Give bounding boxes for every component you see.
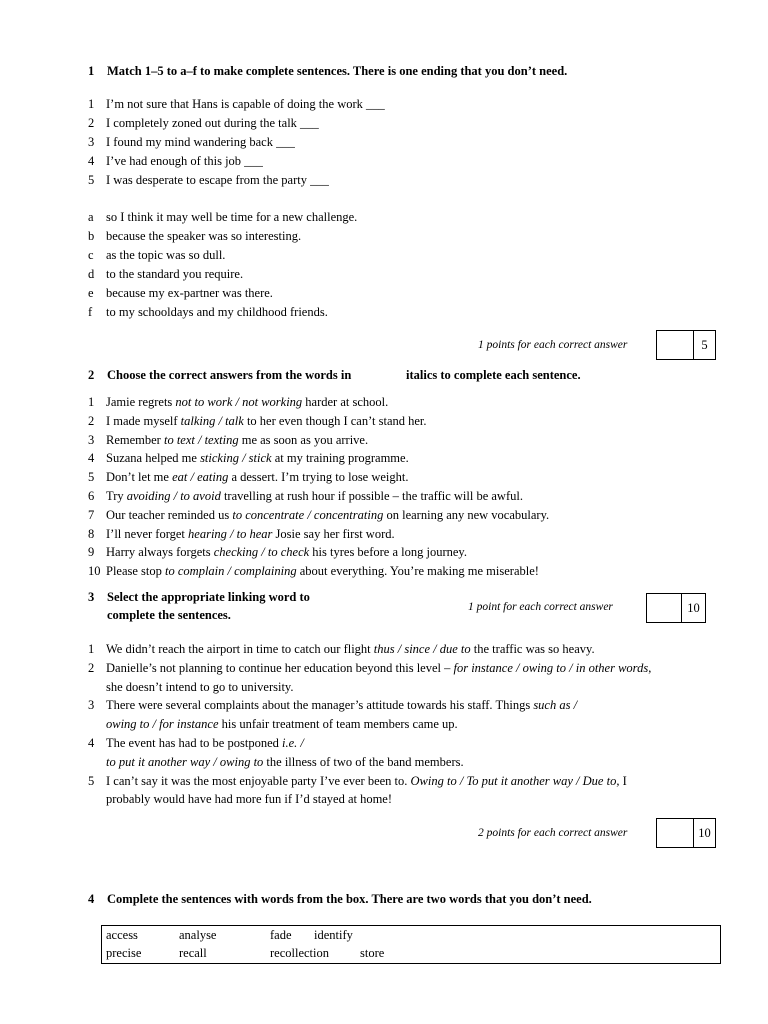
ex1-ending <box>88 267 688 286</box>
ex2-score-box <box>646 593 706 623</box>
ex2-item-pre: Our teacher reminded us <box>106 507 233 522</box>
ex1-ending <box>88 305 688 324</box>
ex4-number: 4 <box>88 892 95 906</box>
ex2-item-options[interactable]: talking / talk <box>180 413 244 428</box>
ex2-item-number: 5 <box>88 470 95 485</box>
ex3-item-options[interactable]: such as / <box>533 698 578 713</box>
ex1-ending-number: c <box>88 248 94 262</box>
ex2-item-pre: Suzana helped me <box>106 451 201 466</box>
ex2-item-text <box>106 489 523 504</box>
ex1-item-number: 2 <box>88 116 95 130</box>
ex2-item-pre: Don’t let me <box>106 470 173 485</box>
ex1-ending <box>88 210 688 229</box>
ex3-item-line <box>88 717 728 736</box>
ex1-item-list <box>88 97 688 197</box>
ex2-instruction-part2: italics to complete each sentence. <box>406 368 581 382</box>
word-precise: precise <box>106 946 142 960</box>
ex2-item-text <box>106 527 395 542</box>
ex3-score-note: 2 points for each correct answer <box>478 827 628 839</box>
ex2-item-text <box>106 470 409 485</box>
ex3-item-text <box>106 792 392 807</box>
ex2-item-post: a dessert. I’m trying to lose weight. <box>228 470 409 485</box>
ex2-item-text <box>106 414 427 429</box>
ex2-item-number: 2 <box>88 413 95 428</box>
ex1-heading <box>88 64 708 82</box>
word-fade: fade <box>270 928 292 942</box>
ex1-item <box>88 135 688 154</box>
ex2-item-post: to her even though I can’t stand her. <box>243 413 427 428</box>
ex3-item-text <box>106 680 293 695</box>
ex1-item <box>88 97 688 116</box>
word-access: access <box>106 928 138 942</box>
ex4-word-box <box>101 925 721 964</box>
ex3-heading <box>88 590 408 626</box>
ex1-ending-number: f <box>88 305 93 319</box>
ex2-item <box>88 545 708 564</box>
ex2-item-post: harder at school. <box>302 395 389 409</box>
ex2-item-number: 4 <box>88 451 95 466</box>
ex1-item-text: I completely zoned out during the talk ___ <box>106 116 319 130</box>
ex2-item <box>88 470 708 489</box>
ex3-item-pre: I can’t say it was the most enjoyable party I’ve ever been to. <box>106 773 411 788</box>
ex3-item-post: the traffic was so heavy. <box>470 642 595 656</box>
ex2-item <box>88 433 708 452</box>
ex3-score-box <box>656 818 716 848</box>
ex4-instruction: Complete the sentences with words from the box. There are two words that you don’t need. <box>107 892 592 906</box>
ex2-item-pre: Please stop <box>106 564 166 579</box>
ex1-item-text: I’m not sure that Hans is capable of doing the work ___ <box>106 97 385 111</box>
ex1-ending-text: as the topic was so dull. <box>106 248 226 262</box>
ex2-item <box>88 564 708 583</box>
ex2-item-options[interactable]: not to work / not working <box>175 395 303 409</box>
ex2-item-number: 3 <box>88 432 95 447</box>
ex2-item-options[interactable]: eat / eating <box>172 470 229 485</box>
ex3-item-line <box>88 698 728 717</box>
ex2-item-text <box>106 545 467 560</box>
ex1-ending-text: to the standard you require. <box>106 267 244 281</box>
ex3-item-number: 2 <box>88 660 95 675</box>
ex2-item-text <box>106 508 549 523</box>
ex2-item <box>88 508 708 527</box>
ex3-item-line <box>88 774 728 793</box>
ex1-item <box>88 154 688 173</box>
word-identify: identify <box>314 928 353 942</box>
ex2-item-pre: I made myself <box>106 413 181 428</box>
ex1-ending-number: e <box>88 286 94 300</box>
ex3-item-text <box>106 661 651 676</box>
ex3-item-post: I <box>619 773 627 788</box>
ex3-item-line <box>88 792 728 811</box>
ex2-instruction-part1: Choose the correct answers from the words in <box>107 368 352 382</box>
word-recollection: recollection <box>270 946 329 960</box>
ex3-item-pre: The event has had to be postponed <box>106 736 282 750</box>
ex2-item-post: me as soon as you arrive. <box>238 432 369 447</box>
ex1-score-total: 5 <box>701 338 708 352</box>
ex2-item-options[interactable]: to text / texting <box>163 432 239 447</box>
ex2-score-blank[interactable] <box>647 594 681 622</box>
ex1-ending <box>88 229 688 248</box>
ex3-item-pre: There were several complaints about the manager’s attitude towards his staff. Things <box>106 698 534 713</box>
ex2-item-options[interactable]: hearing / to hear <box>188 526 273 541</box>
ex1-item-number: 3 <box>88 135 95 149</box>
ex3-item-line <box>88 736 728 755</box>
ex3-instruction-line1: Select the appropriate linking word to <box>107 590 310 604</box>
ex2-item-options[interactable]: checking / to check <box>213 545 310 560</box>
ex3-item-number: 4 <box>88 736 95 750</box>
ex1-item <box>88 116 688 135</box>
ex2-item <box>88 414 708 433</box>
ex2-item-post: Josie say her first word. <box>272 526 395 541</box>
ex2-item-options[interactable]: avoiding / to avoid <box>126 489 221 503</box>
ex2-item-number: 7 <box>88 507 95 522</box>
ex3-item-pre: We didn’t reach the airport in time to catch our flight <box>106 642 374 656</box>
ex3-item-number: 5 <box>88 773 95 788</box>
ex2-item-text <box>106 564 539 579</box>
ex3-score-blank[interactable] <box>657 819 693 847</box>
ex2-item-pre: Remember <box>106 432 164 447</box>
ex1-score-note: 1 points for each correct answer <box>478 339 628 351</box>
ex1-ending-number: d <box>88 267 95 281</box>
ex2-item-post: travelling at rush hour if possible – the traffic will be awful. <box>220 489 523 503</box>
ex3-item-pre: Danielle’s not planning to continue her education beyond this level – <box>106 660 454 675</box>
ex2-item-text <box>106 433 368 448</box>
ex2-item-post: on learning any new vocabulary. <box>383 507 550 522</box>
ex3-item-number: 1 <box>88 642 95 656</box>
ex2-item-list <box>88 395 708 585</box>
ex3-item-post: his unfair treatment of team members came up. <box>218 717 458 732</box>
ex3-item-text <box>106 774 627 789</box>
ex3-item-line <box>88 680 728 699</box>
ex2-score-note: 1 point for each correct answer <box>468 601 613 613</box>
ex3-item-list <box>88 642 728 812</box>
ex2-item-options[interactable]: sticking / stick <box>200 451 272 466</box>
ex3-instruction-line2: complete the sentences. <box>107 608 231 622</box>
ex4-heading <box>88 892 708 910</box>
ex2-item-pre: Jamie regrets <box>106 395 176 409</box>
ex1-ending-text: because my ex-partner was there. <box>106 286 273 300</box>
ex1-item <box>88 173 688 192</box>
ex1-item-number: 4 <box>88 154 95 168</box>
ex3-item-options[interactable]: for instance / owing to / in other words <box>453 660 649 675</box>
ex2-item-pre: Try <box>106 489 127 503</box>
ex2-score-total: 10 <box>687 601 700 615</box>
ex1-item-text: I’ve had enough of this job ___ <box>106 154 263 168</box>
ex2-item-number: 9 <box>88 545 95 560</box>
ex3-number: 3 <box>88 590 95 604</box>
word-store: store <box>360 946 385 960</box>
ex1-instruction: Match 1–5 to a–f to make complete sentences. There is one ending that you don’t need. <box>107 64 568 78</box>
ex3-item-pre: she doesn’t intend to go to university. <box>106 679 294 694</box>
ex2-item <box>88 451 708 470</box>
ex2-item-number: 8 <box>88 526 95 541</box>
ex2-item-options[interactable]: to concentrate / concentrating <box>232 507 384 522</box>
ex3-item-options[interactable]: i.e. / <box>282 736 304 750</box>
ex3-item-options[interactable]: to put it another way / owing to <box>106 754 264 769</box>
ex3-item-options[interactable]: thus / since / due to <box>373 642 471 656</box>
ex1-score-box <box>656 330 716 360</box>
ex2-heading <box>88 368 708 386</box>
word-analyse: analyse <box>179 928 217 942</box>
ex3-item-options[interactable]: owing to / for instance <box>106 717 219 732</box>
ex3-item-number: 3 <box>88 698 95 713</box>
ex1-score-blank[interactable] <box>657 331 693 359</box>
ex1-number: 1 <box>88 64 95 78</box>
ex2-item-number: 1 <box>88 395 95 409</box>
ex2-item-number: 10 <box>88 564 101 579</box>
ex3-score-total: 10 <box>698 826 711 840</box>
ex2-item-number: 6 <box>88 489 95 503</box>
ex1-ending-text: so I think it may well be time for a new challenge. <box>106 210 358 224</box>
ex1-item-text: I found my mind wandering back ___ <box>106 135 295 149</box>
ex2-number: 2 <box>88 368 95 382</box>
ex1-ending-list <box>88 210 688 330</box>
ex3-item-line <box>88 642 728 661</box>
ex2-item-text <box>106 451 409 466</box>
ex2-item-post: about everything. You’re making me miserable! <box>296 564 539 579</box>
ex1-item-number: 5 <box>88 173 95 187</box>
ex1-ending-text: because the speaker was so interesting. <box>106 229 302 243</box>
ex3-item-text <box>106 717 458 732</box>
ex1-ending <box>88 248 688 267</box>
ex2-item-post: at my training programme. <box>271 451 409 466</box>
ex1-ending-number: a <box>88 210 94 224</box>
ex2-item-pre: I’ll never forget <box>106 526 189 541</box>
ex1-ending <box>88 286 688 305</box>
ex2-item-pre: Harry always forgets <box>106 545 214 560</box>
ex3-item-text <box>106 755 464 770</box>
ex3-item-line <box>88 755 728 774</box>
ex1-item-text: I was desperate to escape from the party ___ <box>106 173 329 187</box>
ex3-item-line <box>88 661 728 680</box>
ex2-item <box>88 489 708 508</box>
ex1-ending-text: to my schooldays and my childhood friends. <box>106 305 328 319</box>
ex3-item-options[interactable]: Owing to / To put it another way / Due to, <box>410 773 620 788</box>
ex3-item-text <box>106 698 577 713</box>
ex2-item-options[interactable]: to complain / complaining <box>165 564 297 579</box>
word-recall: recall <box>179 946 207 960</box>
ex2-item-text <box>106 395 388 410</box>
ex2-item <box>88 527 708 546</box>
ex2-item <box>88 395 708 414</box>
ex3-item-text <box>106 736 304 751</box>
ex3-item-pre: probably would have had more fun if I’d stayed at home! <box>106 792 393 807</box>
ex3-item-post: , <box>648 660 652 675</box>
ex3-item-text <box>106 642 595 657</box>
ex3-item-post: the illness of two of the band members. <box>263 754 464 769</box>
ex2-item-post: his tyres before a long journey. <box>309 545 467 560</box>
ex1-item-number: 1 <box>88 97 95 111</box>
ex1-ending-number: b <box>88 229 95 243</box>
